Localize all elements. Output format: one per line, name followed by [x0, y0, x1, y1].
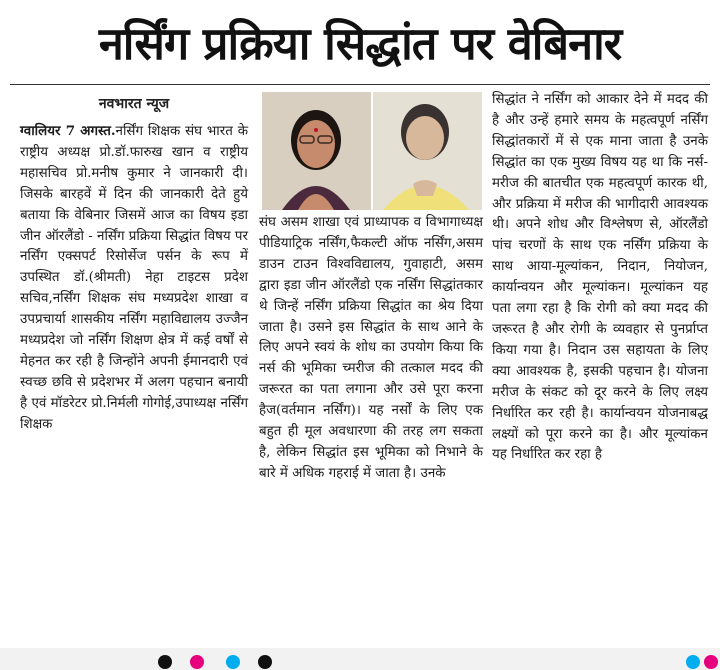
registration-dot-magenta [190, 655, 204, 669]
registration-dot-magenta-2 [704, 655, 718, 669]
dateline: ग्वालियर 7 अगस्त. [20, 123, 116, 139]
registration-dot-cyan [226, 655, 240, 669]
column-3-text: सिद्धांत ने नर्सिंग को आकार देने में मदद की है और उन्हें हमारे समय के महत्वपूर्ण नर्सिंग सिद्धांतकारों में से एक माना जाता है उनके सिद्धांत का एक मुख्य विषय यह था कि नर्स-मरीज की बातचीत एक महत्वपूर्ण कारक थी, और प्रक्रिया में मरीज की भागीदारी आवश्यक थी। अपने शोध और विश्लेषण से, ऑरलैंडो पांच चरणों के साथ एक नर्सिंग प्रक्रिया के साथ आया-मूल्यांकन, निदान, नियोजन, कार्यान्वयन और मूल्यांकन। मूल्यांकन यह पता लगा रहा है कि रोगी को क्या मदद की जरूरत है और रोगी के व्यवहार से पुनर्प्राप्त किया गया है। निदान उस सहायता के लिए क्या आवश्यक है, इसकी पहचान है। योजना मरीज के संकट को दूर करने के लिए लक्ष्य निर्धारित कर रही है। कार्यान्वयन योजनाबद्ध लक्ष्यों को पूरा करने का है। और मूल्यांकन यह निर्धारित कर रहा है [492, 92, 708, 463]
article-column-3 [492, 90, 708, 466]
webinar-photo [262, 92, 482, 210]
article-column-2 [259, 213, 483, 485]
moderator-photo [373, 92, 482, 210]
registration-dot-black-2 [258, 655, 272, 669]
byline: नवभारत न्यूज [98, 96, 170, 112]
column-1-text: नर्सिंग शिक्षक संघ भारत के राष्ट्रीय अध्यक्ष प्रो.डॉ.फारुख खान व राष्ट्रीय महासचिव प्रो.मनीष कुमार ने जानकारी दी। जिसके बारहवें में दिन की जानकारी देते हुये बताया कि वेबिनार जिसमें आज का विषय इडा जीन ऑरलैंडो - नर्सिंग प्रक्रिया सिद्धांत विषय पर नर्सिंग एक्सपर्ट रिसोर्सेज पर्सन के रूप में उपस्थित डॉ.(श्रीमती) नेहा टाइटस प्रदेश सचिव,नर्सिंग शिक्षक संघ मध्यप्रदेश शाखा व उपप्रचार्या शासकीय नर्सिंग महाविद्यालय उज्जैन मध्यप्रदेश जो नर्सिंग शिक्षण क्षेत्र में कई वर्षों से मेहनत कर रही है जिन्होंने अपनी ईमानदारी एवं स्वच्छ छवि से प्रदेशभर में अलग पहचान बनायी है एवं मॉडरेटर प्रो.निर्मली गोगोई,उपाध्यक्ष नर्सिंग शिक्षक [20, 124, 248, 432]
column-2-text: संघ असम शाखा एवं प्राध्यापक व विभागाध्यक्ष पीडियाट्रिक नर्सिंग,फैकल्टी ऑफ नर्सिंग,असम डाउन टाउन विश्वविद्यालय, गुवाहाटी, असम द्वारा इडा जीन ऑरलैंडो एक नर्सिंग सिद्धांतकार थे जिन्हें नर्सिंग प्रक्रिया सिद्धांत का श्रेय दिया जाता है। उसने इस सिद्धांत के साथ आने के लिए अपने स्वयं के शोध का उपयोग किया कि नर्स की भूमिका च्मरीज की तत्काल मदद की जरूरत का पता लगाना और उसे पूरा करना हैज(वर्तमान नर्सिंग)। यह नर्सों के लिए एक बहुत ही मूल अवधारणा की तरह लग सकता है, लेकिन सिद्धांत इस भूमिका को निभाने के बारे में अधिक गहराई में जाता है। उनके [259, 215, 483, 481]
article-headline: नर्सिंग प्रक्रिया सिद्धांत पर वेबिनार [98, 16, 622, 70]
registration-dot-cyan-2 [686, 655, 700, 669]
article-column-1 [20, 121, 248, 436]
headline-rule [10, 84, 710, 85]
registration-dot-black [158, 655, 172, 669]
speaker-photo [262, 92, 371, 210]
print-margin-strip [0, 648, 720, 670]
